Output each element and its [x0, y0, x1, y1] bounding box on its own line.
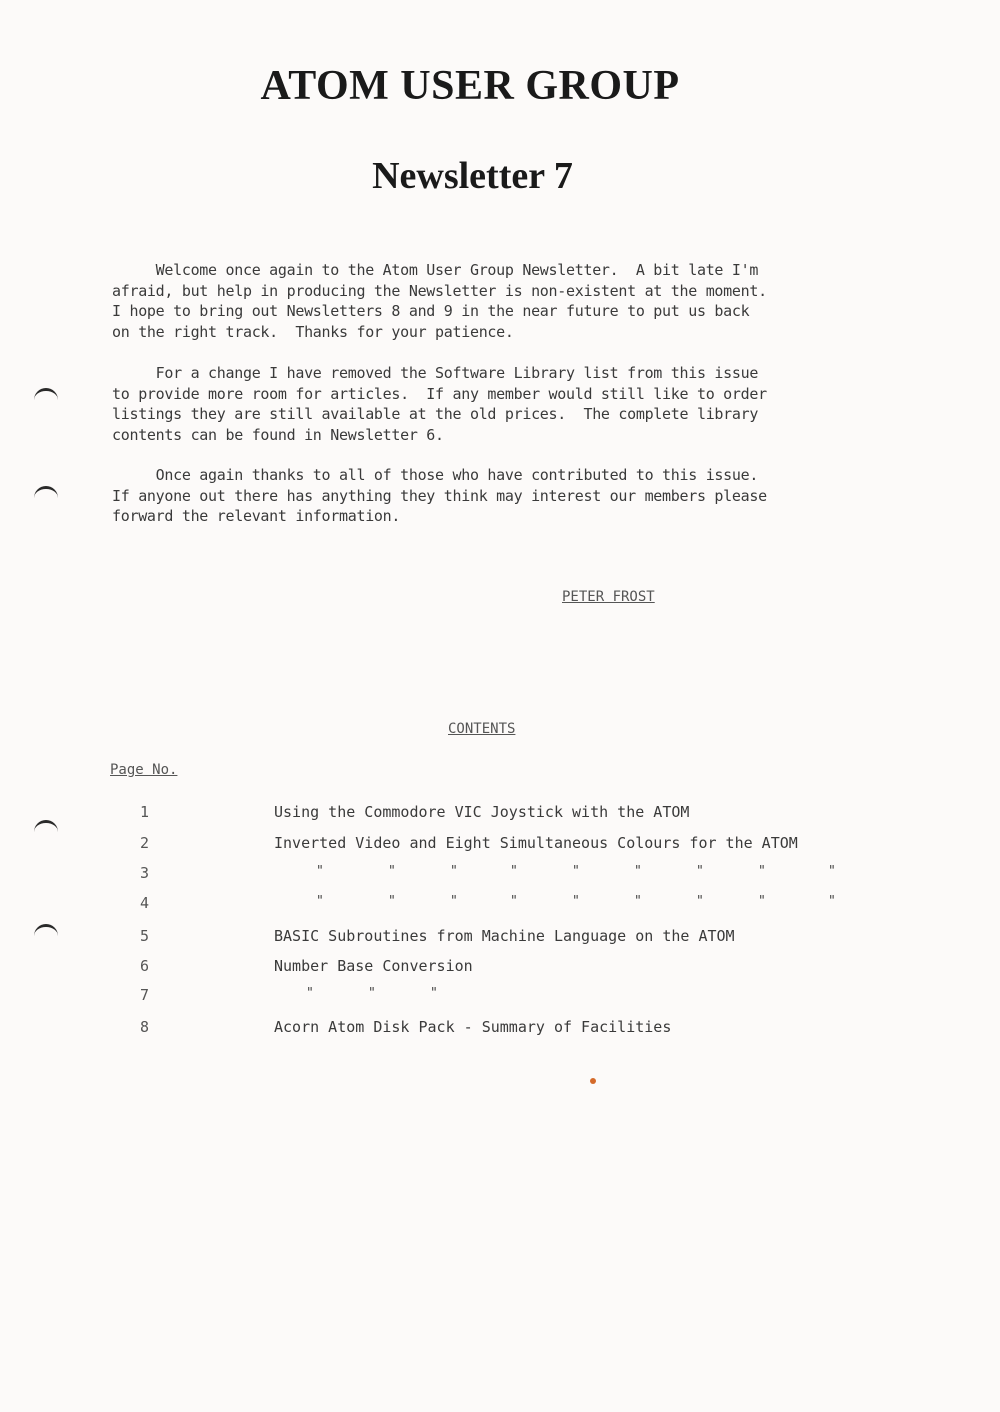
- contents-item-title: Inverted Video and Eight Simultaneous Colours for the ATOM: [274, 834, 798, 852]
- ditto-mark: ": [388, 894, 396, 909]
- contents-item-page: 7: [140, 986, 150, 1004]
- contents-item: [0, 957, 1000, 981]
- contents-item: [0, 864, 1000, 888]
- ditto-mark: ": [828, 864, 836, 879]
- ditto-mark: ": [368, 986, 376, 1001]
- contents-item: [0, 927, 1000, 951]
- contents-item-page: 5: [140, 927, 150, 945]
- contents-item-page: 4: [140, 894, 150, 912]
- ditto-mark: ": [758, 894, 766, 909]
- ditto-mark: ": [430, 986, 438, 1001]
- contents-item: [0, 834, 1000, 858]
- ditto-mark: ": [450, 864, 458, 879]
- contents-item-title: Number Base Conversion: [274, 957, 473, 975]
- ditto-mark: ": [316, 864, 324, 879]
- contents-item-page: 3: [140, 864, 150, 882]
- punch-hole-mark: [34, 388, 58, 403]
- contents-item: [0, 986, 1000, 1010]
- ditto-mark: ": [696, 864, 704, 879]
- ditto-mark: ": [450, 894, 458, 909]
- contents-item: [0, 1018, 1000, 1042]
- contents-heading: CONTENTS: [448, 721, 516, 737]
- ditto-mark: ": [634, 894, 642, 909]
- intro-paragraph-1: Welcome once again to the Atom User Group Newsletter. A bit late I'm afraid, but help in producing the Newsletter is non-existent at the moment. I hope to bring out Newsletters 8 and 9 in the near future to put us back on the right track. Thanks for your patience.: [112, 261, 767, 341]
- contents-item-title: Acorn Atom Disk Pack - Summary of Facilities: [274, 1018, 672, 1036]
- contents-item-title: Using the Commodore VIC Joystick with the ATOM: [274, 803, 690, 821]
- intro-paragraph-3: Once again thanks to all of those who have contributed to this issue. If anyone out there has anything they think may interest our members please forward the relevant information.: [112, 466, 767, 525]
- ditto-mark: ": [510, 864, 518, 879]
- ditto-mark: ": [572, 864, 580, 879]
- ink-dot-mark: [590, 1078, 596, 1084]
- newsletter-issue-title: Newsletter 7: [372, 155, 573, 197]
- ditto-mark: ": [510, 894, 518, 909]
- intro-paragraph-2: For a change I have removed the Software Library list from this issue to provide more room for articles. If any member would still like to order listings they are still available at the old prices. The complete library contents can be found in Newsletter 6.: [112, 364, 767, 444]
- contents-item-title: BASIC Subroutines from Machine Language on the ATOM: [274, 927, 735, 945]
- ditto-mark: ": [306, 986, 314, 1001]
- ditto-mark: ": [696, 894, 704, 909]
- ditto-mark: ": [634, 864, 642, 879]
- ditto-mark: ": [828, 894, 836, 909]
- ditto-mark: ": [572, 894, 580, 909]
- contents-item-page: 1: [140, 803, 150, 821]
- contents-item-page: 2: [140, 834, 150, 852]
- newsletter-title: ATOM USER GROUP: [260, 63, 680, 109]
- ditto-mark: ": [316, 894, 324, 909]
- contents-item: [0, 894, 1000, 918]
- ditto-mark: ": [758, 864, 766, 879]
- editor-signature: PETER FROST: [562, 589, 655, 605]
- contents-item: [0, 803, 1000, 827]
- contents-item-page: 8: [140, 1018, 150, 1036]
- punch-hole-mark: [34, 486, 58, 501]
- ditto-mark: ": [388, 864, 396, 879]
- contents-item-page: 6: [140, 957, 150, 975]
- page-number-heading: Page No.: [110, 762, 178, 778]
